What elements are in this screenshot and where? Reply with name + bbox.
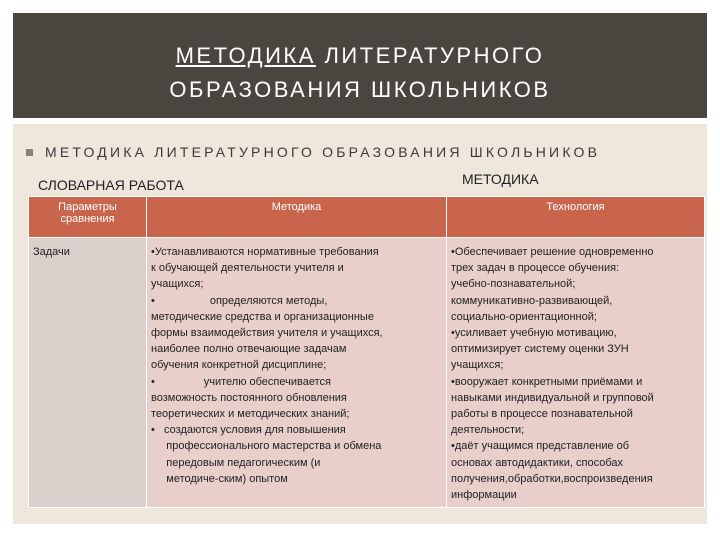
tech-line: учебно-познавательной; xyxy=(451,278,576,291)
method-line: методические средства и организационные xyxy=(151,310,374,323)
table-header-row xyxy=(29,197,705,238)
comparison-table xyxy=(28,196,705,508)
method-line: • создаются условия для повышения xyxy=(151,424,346,437)
method-line: к обучающей деятельности учителя и xyxy=(151,262,344,275)
method-line: формы взаимодействия учителя и учащихся, xyxy=(151,327,383,340)
tech-line: получения,обработки,воспроизведения xyxy=(451,472,653,485)
tech-line: •вооружает конкретными приёмами и xyxy=(451,375,643,388)
tech-line: информации xyxy=(451,489,517,502)
method-line: обучения конкретной дисциплине; xyxy=(151,359,327,372)
label-vocabulary-work: СЛОВАРНАЯ РАБОТА xyxy=(38,177,184,193)
title-emphasis: МЕТОДИКА xyxy=(175,43,316,68)
tech-line: •Обеспечивает решение одновременно xyxy=(451,246,654,258)
tech-line: оптимизирует систему оценки ЗУН xyxy=(451,343,629,356)
tech-line: социально-ориентационной; xyxy=(451,310,597,323)
header-technology: Технология xyxy=(447,197,705,238)
tech-line: учащихся; xyxy=(451,359,504,372)
label-methodology: МЕТОДИКА xyxy=(462,171,539,187)
title-rest-line1: ЛИТЕРАТУРНОГО xyxy=(315,43,545,68)
technology-cell xyxy=(447,238,705,508)
method-line: методиче-ским) опытом xyxy=(151,472,288,485)
tech-line: •усиливает учебную мотивацию, xyxy=(451,327,617,340)
tech-line: деятельности; xyxy=(451,424,525,437)
tech-line: навыками индивидуальной и групповой xyxy=(451,391,654,404)
method-line: •Устанавливаются нормативные требования xyxy=(151,246,379,258)
method-line: • учителю обеспечивается xyxy=(151,375,331,388)
tech-line: коммуникативно-развивающей, xyxy=(451,294,613,307)
header-params: Параметры сравнения xyxy=(29,197,147,238)
bullet-row xyxy=(26,140,696,164)
method-line: передовым педагогическим (и xyxy=(151,456,321,469)
method-line: теоретических и методических знаний; xyxy=(151,408,350,421)
table-row xyxy=(29,238,705,508)
method-cell xyxy=(147,238,447,508)
method-line: профессионального мастерства и обмена xyxy=(151,440,382,453)
title-line2: ОБРАЗОВАНИЯ ШКОЛЬНИКОВ xyxy=(169,77,551,102)
row-label: Задачи xyxy=(29,238,147,508)
title-band xyxy=(13,13,707,118)
tech-line: работы в процессе познавательной xyxy=(451,408,633,421)
bullet-text: МЕТОДИКА ЛИТЕРАТУРНОГО ОБРАЗОВАНИЯ ШКОЛЬНИКОВ xyxy=(45,144,601,160)
slide-title xyxy=(13,39,707,107)
method-line: • определяются методы, xyxy=(151,294,328,307)
tech-line: трех задач в процессе обучения: xyxy=(451,262,620,275)
bullet-square-icon xyxy=(26,149,33,156)
tech-line: основах автодидактики, способах xyxy=(451,456,623,469)
header-method: Методика xyxy=(147,197,447,238)
method-line: наиболее полно отвечающие задачам xyxy=(151,343,347,356)
tech-line: •даёт учащимся представление об xyxy=(451,440,630,453)
method-line: учащихся; xyxy=(151,278,204,291)
method-line: возможность постоянного обновления xyxy=(151,391,347,404)
